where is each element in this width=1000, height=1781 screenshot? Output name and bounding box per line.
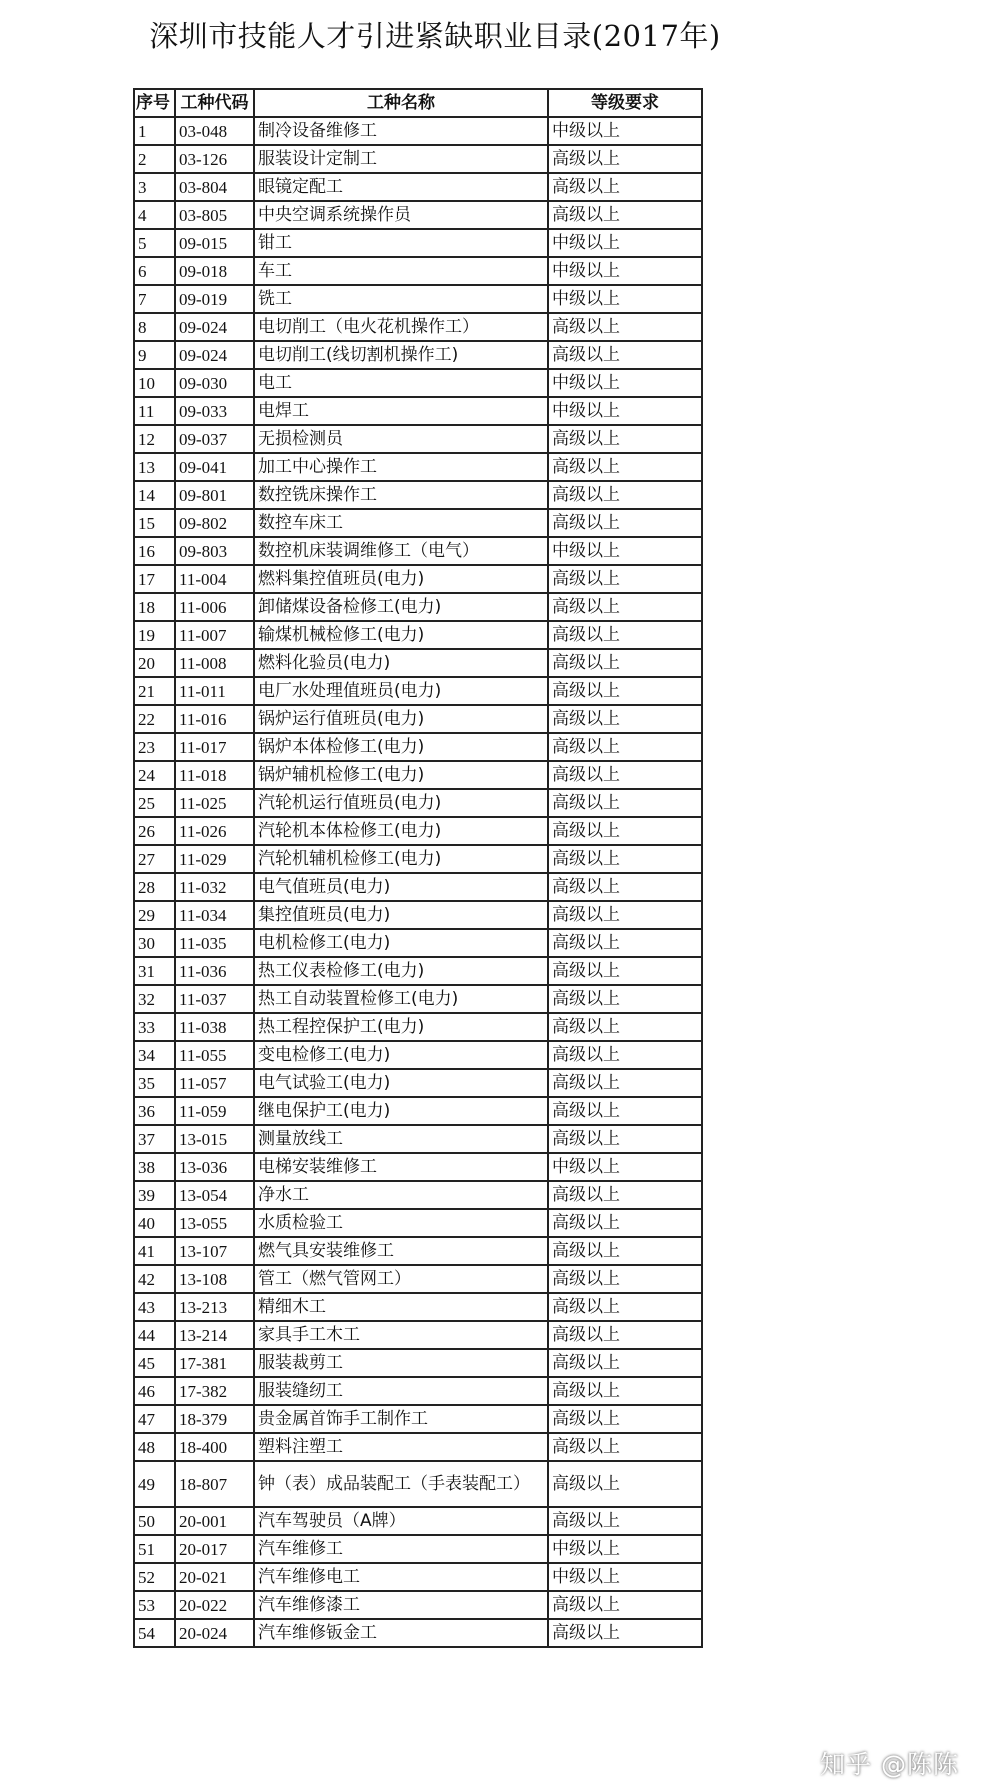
cell-level: 高级以上 — [548, 1321, 702, 1349]
table-row — [134, 117, 702, 145]
cell-code: 11-011 — [175, 677, 254, 705]
cell-name: 贵金属首饰手工制作工 — [254, 1405, 548, 1433]
cell-code: 11-004 — [175, 565, 254, 593]
cell-code: 09-024 — [175, 341, 254, 369]
cell-name: 数控机床装调维修工（电气） — [254, 537, 548, 565]
cell-no: 52 — [134, 1563, 175, 1591]
table-row — [134, 733, 702, 761]
cell-name: 锅炉辅机检修工(电力) — [254, 761, 548, 789]
column-header-name: 工种名称 — [254, 89, 548, 117]
cell-code: 11-055 — [175, 1041, 254, 1069]
cell-name: 燃气具安装维修工 — [254, 1237, 548, 1265]
cell-name: 家具手工木工 — [254, 1321, 548, 1349]
cell-no: 46 — [134, 1377, 175, 1405]
table-row — [134, 901, 702, 929]
cell-name: 无损检测员 — [254, 425, 548, 453]
cell-name: 服装裁剪工 — [254, 1349, 548, 1377]
table-row — [134, 1321, 702, 1349]
cell-name: 加工中心操作工 — [254, 453, 548, 481]
occupation-table — [133, 88, 703, 1648]
cell-name: 集控值班员(电力) — [254, 901, 548, 929]
cell-no: 29 — [134, 901, 175, 929]
cell-no: 34 — [134, 1041, 175, 1069]
cell-code: 20-022 — [175, 1591, 254, 1619]
table-row — [134, 649, 702, 677]
cell-code: 11-018 — [175, 761, 254, 789]
table-row — [134, 341, 702, 369]
cell-name: 汽车维修漆工 — [254, 1591, 548, 1619]
table-row — [134, 1405, 702, 1433]
cell-level: 高级以上 — [548, 481, 702, 509]
table-row — [134, 509, 702, 537]
table-header-row — [134, 89, 702, 117]
cell-code: 11-008 — [175, 649, 254, 677]
cell-name: 电焊工 — [254, 397, 548, 425]
cell-level: 中级以上 — [548, 369, 702, 397]
cell-no: 10 — [134, 369, 175, 397]
table-row — [134, 229, 702, 257]
cell-name: 热工程控保护工(电力) — [254, 1013, 548, 1041]
cell-no: 28 — [134, 873, 175, 901]
cell-code: 13-055 — [175, 1209, 254, 1237]
cell-code: 18-400 — [175, 1433, 254, 1461]
cell-level: 中级以上 — [548, 229, 702, 257]
cell-no: 47 — [134, 1405, 175, 1433]
cell-code: 20-024 — [175, 1619, 254, 1647]
cell-no: 38 — [134, 1153, 175, 1181]
cell-code: 09-030 — [175, 369, 254, 397]
cell-level: 高级以上 — [548, 1265, 702, 1293]
cell-name: 燃料化验员(电力) — [254, 649, 548, 677]
cell-no: 39 — [134, 1181, 175, 1209]
cell-no: 11 — [134, 397, 175, 425]
cell-name: 变电检修工(电力) — [254, 1041, 548, 1069]
cell-code: 17-381 — [175, 1349, 254, 1377]
cell-no: 53 — [134, 1591, 175, 1619]
cell-level: 高级以上 — [548, 677, 702, 705]
cell-level: 高级以上 — [548, 957, 702, 985]
table-row — [134, 677, 702, 705]
column-header-no: 序号 — [134, 89, 175, 117]
cell-code: 11-034 — [175, 901, 254, 929]
cell-no: 51 — [134, 1535, 175, 1563]
table-row — [134, 397, 702, 425]
cell-code: 03-804 — [175, 173, 254, 201]
cell-no: 49 — [134, 1461, 175, 1507]
cell-code: 03-126 — [175, 145, 254, 173]
cell-name: 管工（燃气管网工） — [254, 1265, 548, 1293]
cell-name: 电梯安装维修工 — [254, 1153, 548, 1181]
cell-code: 03-048 — [175, 117, 254, 145]
page-title: 深圳市技能人才引进紧缺职业目录(2017年) — [149, 19, 721, 53]
cell-name: 眼镜定配工 — [254, 173, 548, 201]
cell-level: 高级以上 — [548, 1097, 702, 1125]
cell-level: 高级以上 — [548, 1591, 702, 1619]
cell-name: 热工自动装置检修工(电力) — [254, 985, 548, 1013]
cell-level: 高级以上 — [548, 873, 702, 901]
column-header-level: 等级要求 — [548, 89, 702, 117]
cell-level: 中级以上 — [548, 537, 702, 565]
cell-name: 继电保护工(电力) — [254, 1097, 548, 1125]
cell-no: 42 — [134, 1265, 175, 1293]
table-row — [134, 1097, 702, 1125]
cell-no: 41 — [134, 1237, 175, 1265]
cell-name: 电气值班员(电力) — [254, 873, 548, 901]
cell-level: 高级以上 — [548, 1461, 702, 1507]
cell-no: 30 — [134, 929, 175, 957]
cell-level: 高级以上 — [548, 509, 702, 537]
cell-code: 20-021 — [175, 1563, 254, 1591]
cell-code: 20-017 — [175, 1535, 254, 1563]
cell-name: 锅炉本体检修工(电力) — [254, 733, 548, 761]
cell-level: 高级以上 — [548, 817, 702, 845]
table-row — [134, 705, 702, 733]
cell-level: 中级以上 — [548, 257, 702, 285]
table-row — [134, 453, 702, 481]
cell-name: 钳工 — [254, 229, 548, 257]
cell-no: 7 — [134, 285, 175, 313]
cell-level: 高级以上 — [548, 761, 702, 789]
cell-no: 6 — [134, 257, 175, 285]
cell-no: 48 — [134, 1433, 175, 1461]
cell-level: 高级以上 — [548, 1209, 702, 1237]
cell-code: 18-379 — [175, 1405, 254, 1433]
cell-level: 高级以上 — [548, 341, 702, 369]
cell-code: 09-018 — [175, 257, 254, 285]
table-row — [134, 845, 702, 873]
cell-no: 3 — [134, 173, 175, 201]
cell-no: 25 — [134, 789, 175, 817]
cell-no: 17 — [134, 565, 175, 593]
cell-level: 高级以上 — [548, 1349, 702, 1377]
table-row — [134, 257, 702, 285]
cell-name: 精细木工 — [254, 1293, 548, 1321]
cell-no: 27 — [134, 845, 175, 873]
cell-no: 13 — [134, 453, 175, 481]
cell-level: 高级以上 — [548, 733, 702, 761]
cell-name: 塑料注塑工 — [254, 1433, 548, 1461]
cell-no: 43 — [134, 1293, 175, 1321]
cell-level: 中级以上 — [548, 1535, 702, 1563]
cell-no: 1 — [134, 117, 175, 145]
cell-name: 卸储煤设备检修工(电力) — [254, 593, 548, 621]
table-row — [134, 621, 702, 649]
cell-code: 13-108 — [175, 1265, 254, 1293]
table-row — [134, 593, 702, 621]
cell-name: 电机检修工(电力) — [254, 929, 548, 957]
cell-name: 数控车床工 — [254, 509, 548, 537]
cell-name: 电切削工（电火花机操作工） — [254, 313, 548, 341]
table-row — [134, 1265, 702, 1293]
cell-name: 净水工 — [254, 1181, 548, 1209]
cell-level: 高级以上 — [548, 1507, 702, 1535]
cell-name: 锅炉运行值班员(电力) — [254, 705, 548, 733]
cell-level: 高级以上 — [548, 1619, 702, 1647]
table-row — [134, 1041, 702, 1069]
cell-code: 11-059 — [175, 1097, 254, 1125]
cell-code: 09-041 — [175, 453, 254, 481]
cell-name: 铣工 — [254, 285, 548, 313]
cell-name: 汽轮机本体检修工(电力) — [254, 817, 548, 845]
cell-code: 11-007 — [175, 621, 254, 649]
table-row — [134, 873, 702, 901]
table-row — [134, 817, 702, 845]
cell-level: 中级以上 — [548, 285, 702, 313]
cell-code: 11-038 — [175, 1013, 254, 1041]
cell-level: 高级以上 — [548, 313, 702, 341]
cell-no: 45 — [134, 1349, 175, 1377]
cell-name: 汽车维修钣金工 — [254, 1619, 548, 1647]
cell-no: 26 — [134, 817, 175, 845]
cell-code: 13-015 — [175, 1125, 254, 1153]
cell-level: 高级以上 — [548, 1405, 702, 1433]
cell-code: 09-033 — [175, 397, 254, 425]
table-row — [134, 957, 702, 985]
cell-level: 高级以上 — [548, 1069, 702, 1097]
cell-level: 高级以上 — [548, 201, 702, 229]
cell-name: 制冷设备维修工 — [254, 117, 548, 145]
cell-level: 高级以上 — [548, 1237, 702, 1265]
cell-code: 09-801 — [175, 481, 254, 509]
cell-no: 44 — [134, 1321, 175, 1349]
table-row — [134, 1535, 702, 1563]
table-row — [134, 201, 702, 229]
table-row — [134, 1563, 702, 1591]
cell-code: 09-015 — [175, 229, 254, 257]
cell-level: 高级以上 — [548, 453, 702, 481]
cell-no: 2 — [134, 145, 175, 173]
cell-level: 高级以上 — [548, 929, 702, 957]
table-row — [134, 369, 702, 397]
cell-name: 测量放线工 — [254, 1125, 548, 1153]
cell-no: 22 — [134, 705, 175, 733]
cell-name: 服装缝纫工 — [254, 1377, 548, 1405]
table-row — [134, 173, 702, 201]
cell-no: 50 — [134, 1507, 175, 1535]
cell-code: 13-107 — [175, 1237, 254, 1265]
table-row — [134, 789, 702, 817]
table-row — [134, 537, 702, 565]
cell-name: 钟（表）成品装配工（手表装配工） — [254, 1461, 548, 1507]
cell-no: 14 — [134, 481, 175, 509]
cell-name: 汽车驾驶员（A牌） — [254, 1507, 548, 1535]
cell-level: 高级以上 — [548, 425, 702, 453]
cell-no: 40 — [134, 1209, 175, 1237]
cell-no: 20 — [134, 649, 175, 677]
watermark: 知乎 @陈陈 — [820, 1750, 959, 1779]
cell-level: 高级以上 — [548, 621, 702, 649]
cell-no: 18 — [134, 593, 175, 621]
table-row — [134, 1591, 702, 1619]
cell-name: 汽车维修工 — [254, 1535, 548, 1563]
cell-code: 09-803 — [175, 537, 254, 565]
cell-name: 汽轮机运行值班员(电力) — [254, 789, 548, 817]
table-row — [134, 313, 702, 341]
cell-name: 水质检验工 — [254, 1209, 548, 1237]
table-row — [134, 285, 702, 313]
table-row — [134, 1209, 702, 1237]
cell-name: 服装设计定制工 — [254, 145, 548, 173]
cell-level: 高级以上 — [548, 1293, 702, 1321]
cell-level: 中级以上 — [548, 1153, 702, 1181]
cell-name: 车工 — [254, 257, 548, 285]
cell-no: 5 — [134, 229, 175, 257]
table-row — [134, 1013, 702, 1041]
cell-name: 汽轮机辅机检修工(电力) — [254, 845, 548, 873]
cell-code: 11-016 — [175, 705, 254, 733]
cell-code: 09-024 — [175, 313, 254, 341]
cell-level: 中级以上 — [548, 1563, 702, 1591]
cell-no: 32 — [134, 985, 175, 1013]
cell-no: 31 — [134, 957, 175, 985]
cell-level: 高级以上 — [548, 1125, 702, 1153]
cell-code: 11-035 — [175, 929, 254, 957]
cell-level: 高级以上 — [548, 845, 702, 873]
cell-code: 11-032 — [175, 873, 254, 901]
cell-level: 高级以上 — [548, 593, 702, 621]
table-row — [134, 425, 702, 453]
cell-level: 高级以上 — [548, 1181, 702, 1209]
cell-no: 23 — [134, 733, 175, 761]
table-row — [134, 1237, 702, 1265]
table-row — [134, 1349, 702, 1377]
cell-no: 36 — [134, 1097, 175, 1125]
cell-level: 高级以上 — [548, 649, 702, 677]
cell-name: 汽车维修电工 — [254, 1563, 548, 1591]
table-row — [134, 145, 702, 173]
cell-no: 15 — [134, 509, 175, 537]
table-row — [134, 1181, 702, 1209]
cell-level: 高级以上 — [548, 985, 702, 1013]
table-row — [134, 1461, 702, 1507]
cell-name: 电气试验工(电力) — [254, 1069, 548, 1097]
cell-no: 16 — [134, 537, 175, 565]
cell-code: 18-807 — [175, 1461, 254, 1507]
cell-code: 13-213 — [175, 1293, 254, 1321]
cell-code: 09-802 — [175, 509, 254, 537]
table-row — [134, 1619, 702, 1647]
cell-code: 13-054 — [175, 1181, 254, 1209]
cell-no: 4 — [134, 201, 175, 229]
cell-code: 11-006 — [175, 593, 254, 621]
cell-code: 11-036 — [175, 957, 254, 985]
table-row — [134, 1125, 702, 1153]
table-row — [134, 1507, 702, 1535]
table-row — [134, 761, 702, 789]
cell-no: 21 — [134, 677, 175, 705]
cell-name: 热工仪表检修工(电力) — [254, 957, 548, 985]
cell-name: 电工 — [254, 369, 548, 397]
cell-code: 11-057 — [175, 1069, 254, 1097]
table-row — [134, 1433, 702, 1461]
cell-level: 高级以上 — [548, 1377, 702, 1405]
cell-level: 高级以上 — [548, 789, 702, 817]
cell-name: 数控铣床操作工 — [254, 481, 548, 509]
cell-level: 高级以上 — [548, 173, 702, 201]
cell-level: 高级以上 — [548, 901, 702, 929]
cell-code: 11-037 — [175, 985, 254, 1013]
cell-level: 高级以上 — [548, 1433, 702, 1461]
cell-no: 24 — [134, 761, 175, 789]
cell-code: 09-019 — [175, 285, 254, 313]
cell-code: 11-017 — [175, 733, 254, 761]
table-row — [134, 929, 702, 957]
cell-no: 12 — [134, 425, 175, 453]
cell-no: 35 — [134, 1069, 175, 1097]
table-row — [134, 1377, 702, 1405]
cell-no: 37 — [134, 1125, 175, 1153]
cell-name: 输煤机械检修工(电力) — [254, 621, 548, 649]
cell-no: 54 — [134, 1619, 175, 1647]
cell-no: 9 — [134, 341, 175, 369]
cell-code: 09-037 — [175, 425, 254, 453]
cell-name: 燃料集控值班员(电力) — [254, 565, 548, 593]
cell-name: 电厂水处理值班员(电力) — [254, 677, 548, 705]
cell-no: 19 — [134, 621, 175, 649]
table-row — [134, 985, 702, 1013]
cell-level: 高级以上 — [548, 1041, 702, 1069]
cell-name: 中央空调系统操作员 — [254, 201, 548, 229]
cell-code: 20-001 — [175, 1507, 254, 1535]
cell-code: 11-029 — [175, 845, 254, 873]
cell-code: 17-382 — [175, 1377, 254, 1405]
cell-level: 高级以上 — [548, 145, 702, 173]
cell-level: 高级以上 — [548, 1013, 702, 1041]
table-row — [134, 565, 702, 593]
column-header-code: 工种代码 — [175, 89, 254, 117]
cell-level: 高级以上 — [548, 705, 702, 733]
table-row — [134, 1293, 702, 1321]
cell-no: 33 — [134, 1013, 175, 1041]
cell-name: 电切削工(线切割机操作工) — [254, 341, 548, 369]
cell-code: 13-214 — [175, 1321, 254, 1349]
cell-level: 高级以上 — [548, 565, 702, 593]
cell-level: 中级以上 — [548, 397, 702, 425]
cell-code: 11-025 — [175, 789, 254, 817]
cell-no: 8 — [134, 313, 175, 341]
table-body — [134, 117, 702, 1647]
cell-code: 11-026 — [175, 817, 254, 845]
cell-code: 13-036 — [175, 1153, 254, 1181]
table-row — [134, 1153, 702, 1181]
table-row — [134, 1069, 702, 1097]
cell-level: 中级以上 — [548, 117, 702, 145]
cell-code: 03-805 — [175, 201, 254, 229]
table-row — [134, 481, 702, 509]
